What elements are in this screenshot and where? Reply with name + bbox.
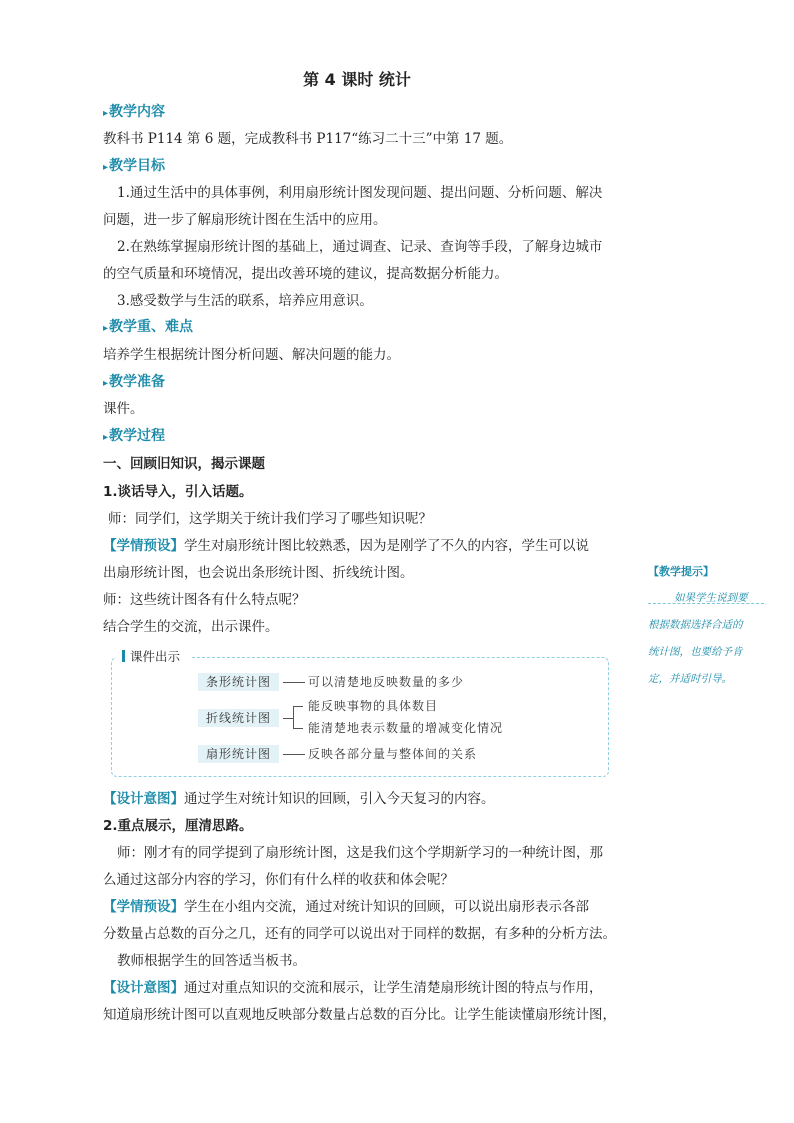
section-heading-content: ▸教学内容	[103, 104, 166, 120]
goal-3: 3.感受数学与生活的联系，培养应用意识。	[117, 293, 373, 309]
goal-1-line-2: 问题，进一步了解扇形统计图在生活中的应用。	[103, 212, 387, 228]
page-title: 第 4 课时 统计	[303, 70, 411, 89]
triangle-bullet-icon: ▸	[103, 432, 109, 443]
side-note-line-2: 根据数据选择合适的	[648, 619, 743, 631]
side-note-line-4: 定，并适时引导。	[648, 673, 732, 685]
design-2-line-2: 知道扇形统计图可以直观地反映部分数量占总数的百分比。让学生能读懂扇形统计图，	[103, 1007, 616, 1023]
connector-line	[283, 754, 305, 755]
prediction-2-line-2: 分数量占总数的百分之几，还有的同学可以说出对于同样的数据，有多种的分析方法。	[103, 926, 616, 942]
design-tag: 【设计意图】	[103, 791, 184, 807]
courseware-label: 课件出示	[116, 647, 190, 667]
line-chart-desc-1: 能反映事物的具体数目	[308, 699, 439, 713]
side-note-title: 【教学提示】	[648, 565, 714, 578]
key-points-text: 培养学生根据统计图分析问题、解决问题的能力。	[103, 347, 400, 363]
side-note-line-3: 统计图，也要给予肯	[648, 646, 743, 658]
section-heading-goals: ▸教学目标	[103, 158, 166, 174]
part-1-title: 一、回顾旧知识，揭示课题	[103, 456, 265, 472]
side-note-line-1: 如果学生说到要	[674, 592, 748, 604]
teacher-question-3-line-2: 么通过这部分内容的学习，你们有什么样的收获和体会呢？	[103, 872, 454, 888]
line-chart-pill: 折线统计图	[198, 709, 279, 727]
teacher-question-1: 师：同学们，这学期关于统计我们学习了哪些知识呢？	[108, 511, 432, 527]
step-2-title: 2.重点展示，厘清思路。	[103, 818, 253, 834]
connector-line	[293, 728, 303, 729]
section-heading-key-points: ▸教学重、难点	[103, 319, 194, 335]
section-heading-process: ▸教学过程	[103, 428, 166, 444]
teacher-question-3-line-1: 师：刚才有的同学提到了扇形统计图，这是我们这个学期新学习的一种统计图，那	[117, 845, 603, 861]
prediction-tag: 【学情预设】	[103, 899, 184, 915]
preparation-text: 课件。	[103, 401, 144, 417]
design-tag: 【设计意图】	[103, 980, 184, 996]
bar-chart-desc: 可以清楚地反映数量的多少	[308, 675, 465, 689]
bracket-line	[293, 706, 294, 728]
teacher-question-2: 师：这些统计图各有什么特点呢？	[103, 592, 306, 608]
combine-text: 结合学生的交流，出示课件。	[103, 619, 279, 635]
connector-line	[283, 682, 305, 683]
triangle-bullet-icon: ▸	[103, 162, 109, 173]
goal-1-line-1: 1.通过生活中的具体事例，利用扇形统计图发现问题、提出问题、分析问题、解决	[117, 185, 603, 201]
design-2-line-1: 【设计意图】通过对重点知识的交流和展示，让学生清楚扇形统计图的特点与作用，	[103, 980, 603, 996]
triangle-bullet-icon: ▸	[103, 108, 109, 119]
connector-line	[283, 718, 293, 719]
prediction-2-line-1: 【学情预设】学生在小组内交流，通过对统计知识的回顾，可以说出扇形表示各部	[103, 899, 589, 915]
label-bar-icon	[122, 650, 125, 662]
connector-line	[293, 706, 303, 707]
goal-2-line-2: 的空气质量和环境情况，提出改善环境的建议，提高数据分析能力。	[103, 266, 508, 282]
teacher-note: 教师根据学生的回答适当板书。	[117, 953, 306, 969]
content-text: 教科书 P114 第 6 题，完成教科书 P117“练习二十三”中第 17 题。	[103, 131, 513, 147]
prediction-1-line-2: 出扇形统计图，也会说出条形统计图、折线统计图。	[103, 565, 414, 581]
prediction-1-line-1: 【学情预设】学生对扇形统计图比较熟悉，因为是刚学了不久的内容，学生可以说	[103, 538, 589, 554]
step-1-title: 1.谈话导入，引入话题。	[103, 484, 253, 500]
triangle-bullet-icon: ▸	[103, 323, 109, 334]
line-chart-desc-2: 能清楚地表示数量的增减变化情况	[308, 721, 504, 735]
design-1: 【设计意图】通过学生对统计知识的回顾，引入今天复习的内容。	[103, 791, 495, 807]
pie-chart-pill: 扇形统计图	[198, 745, 279, 763]
triangle-bullet-icon: ▸	[103, 378, 109, 389]
pie-chart-desc: 反映各部分量与整体间的关系	[308, 747, 478, 761]
bar-chart-pill: 条形统计图	[198, 673, 279, 691]
prediction-tag: 【学情预设】	[103, 538, 184, 554]
section-heading-preparation: ▸教学准备	[103, 374, 166, 390]
goal-2-line-1: 2.在熟练掌握扇形统计图的基础上，通过调查、记录、查询等手段，了解身边城市	[117, 239, 603, 255]
